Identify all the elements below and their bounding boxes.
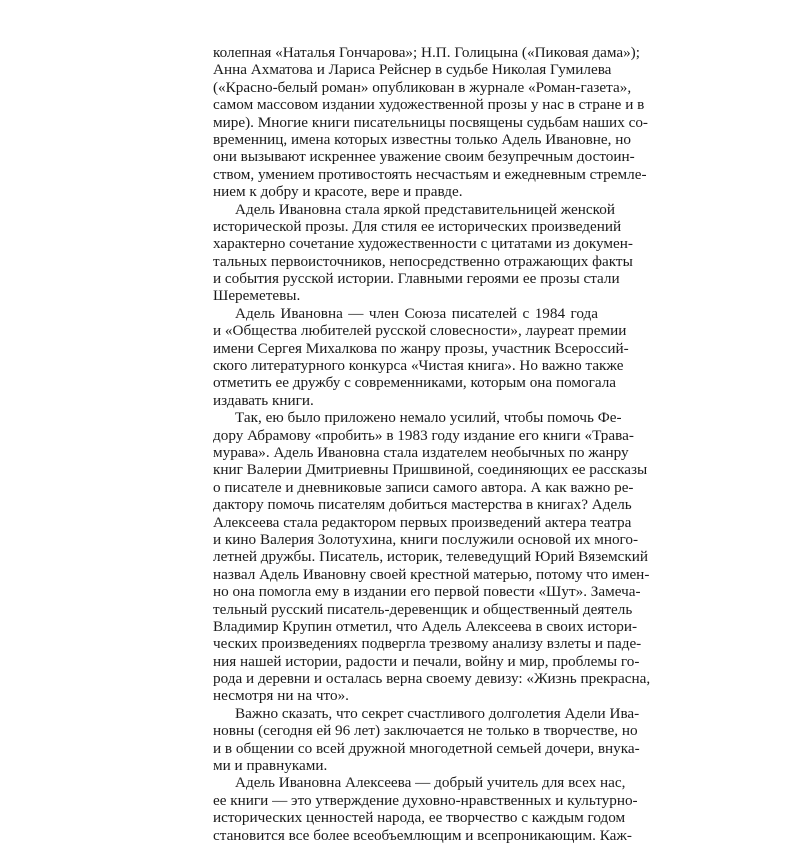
text-line: мурава». Адель Ивановна стала издателем необычных по жанру [213, 443, 629, 461]
text-line: ния нашей истории, радости и печали, войну и мир, проблемы го- [213, 652, 640, 670]
text-line: и события русской истории. Главными героями ее прозы стали [213, 270, 620, 288]
text-line: дору Абрамову «пробить» в 1983 году издание его книги «Трава- [213, 426, 634, 444]
text-line: дактору помочь писателям добиться мастерства в книгах? Адель [213, 496, 632, 514]
text-line: издавать книги. [213, 391, 314, 409]
text-line: мире). Многие книги писательницы посвящены судьбам наших со- [213, 113, 648, 131]
text-line: и «Общества любителей русской словесности», лауреат премии [213, 322, 627, 340]
text-line: самом массовом издании художественной прозы у нас в стране и в [213, 96, 645, 114]
text-line: имени Сергея Михалкова по жанру прозы, участник Всероссий- [213, 339, 629, 357]
book-page-text [213, 44, 651, 844]
text-line: характерно сочетание художественности с цитатами из докумен- [213, 235, 633, 253]
text-line: ческих произведениях подвергла трезвому анализу взлеты и паде- [213, 635, 642, 653]
text-line: исторических ценностей народа, ее творчество с каждым годом [213, 809, 626, 827]
text-line: летней дружбы. Писатель, историк, телеведущий Юрий Вяземский [213, 548, 649, 566]
text-line: ее книги — это утверждение духовно-нравственных и культурно- [213, 791, 638, 809]
text-line: Так, ею было приложено немало усилий, чтобы помочь Фе- [235, 409, 622, 427]
text-line: Адель Ивановна — член Союза писателей с 1984 года [235, 304, 598, 322]
text-line: они вызывают искреннее уважение своим безупречным достоин- [213, 148, 635, 166]
text-line: Алексеева стала редактором первых произведений актера театра [213, 513, 632, 531]
text-line: отметить ее дружбу с современниками, которым она помогала [213, 374, 617, 392]
text-line: Анна Ахматова и Лариса Рейснер в судьбе Николая Гумилева [213, 61, 612, 79]
text-line: Шереметевы. [213, 287, 301, 305]
text-line: становится все более всеобъемлющим и всепроникающим. Каж- [213, 826, 632, 844]
text-line: и в общении со всей дружной многодетной семьей дочери, внука- [213, 739, 640, 757]
paragraph [213, 409, 651, 705]
text-line: нием к добру и красоте, вере и правде. [213, 183, 463, 201]
text-line: и кино Валерия Золотухина, книги послужили основой их много- [213, 530, 639, 548]
text-line: ством, умением противостоять несчастьям и ежедневным стремле- [213, 165, 647, 183]
text-line: Адель Ивановна стала яркой представительницей женской [235, 200, 615, 218]
text-line: тальных первоисточников, непосредственно отражающих факты [213, 252, 633, 270]
paragraph [213, 44, 648, 201]
paragraph [213, 304, 629, 409]
text-line: ми и правнуками. [213, 757, 328, 775]
paragraph [213, 774, 638, 844]
text-line: книг Валерии Дмитриевны Пришвиной, соединяющих ее рассказы [213, 461, 648, 479]
paragraph [213, 704, 640, 775]
text-line: несмотря ни на что». [213, 687, 349, 705]
text-line: о писателе и дневниковые записи самого автора. А как важно ре- [213, 478, 634, 496]
text-line: Важно сказать, что секрет счастливого долголетия Адели Ива- [235, 704, 640, 722]
text-line: Адель Ивановна Алексеева — добрый учитель для всех нас, [235, 774, 626, 792]
text-line: («Красно-белый роман» опубликован в журнале «Роман-газета», [213, 78, 632, 96]
text-line: тельный русский писатель-деревенщик и общественный деятель [213, 600, 633, 618]
text-line: колепная «Наталья Гончарова»; Н.П. Голицына («Пиковая дама»); [213, 44, 640, 61]
text-line: временниц, имена которых известны только Адель Ивановне, но [213, 130, 631, 148]
paragraph [213, 200, 633, 305]
text-line: но она помогла ему в издании его первой повести «Шут». Замеча- [213, 583, 641, 601]
text-line: Владимир Крупин отметил, что Адель Алексеева в своих истори- [213, 617, 638, 635]
text-line: новны (сегодня ей 96 лет) заключается не только в творчестве, но [213, 722, 638, 740]
text-line: назвал Адель Ивановну своей крестной матерью, потому что имен- [213, 565, 650, 583]
text-line: рода и деревни и осталась верна своему девизу: «Жизнь прекрасна, [213, 670, 651, 688]
text-line: исторической прозы. Для стиля ее исторических произведений [213, 217, 622, 235]
text-line: ского литературного конкурса «Чистая книга». Но важно также [213, 357, 624, 375]
